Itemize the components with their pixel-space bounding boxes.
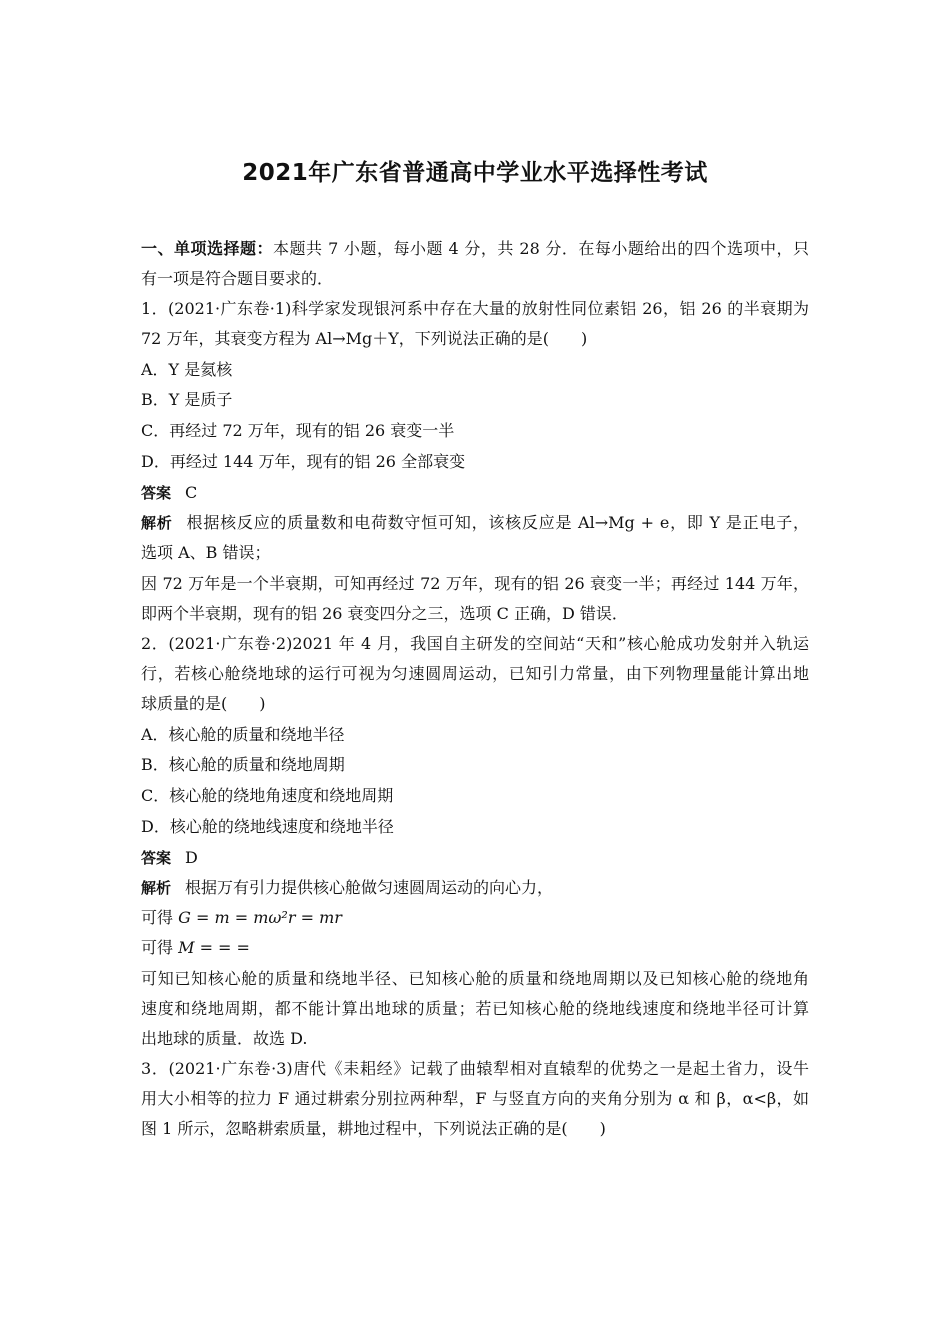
q2-stem-line-1: 2．(2021·广东卷·2)2021 年 4 月，我国自主研发的空间站“天和”核心舱成功发射并入轨运 (141, 634, 809, 653)
q2-analysis-text-1: 根据万有引力提供核心舱做匀速圆周运动的向心力， (185, 878, 554, 897)
q1-answer-label: 答案 (141, 484, 172, 502)
q2-formula-1-expr: G = m = mω²r = mr (178, 908, 342, 927)
section-intro-text: 本题共 7 小题，每小题 4 分，共 28 分．在每小题给出的四个选项中，只 (273, 239, 809, 258)
q1-analysis-line-2: 选项 A、B 错误； (141, 543, 271, 562)
q2-analysis-line-4: 出地球的质量．故选 D. (141, 1029, 308, 1048)
q3-stem-line-3: 图 1 所示，忽略耕索质量，耕地过程中，下列说法正确的是( ) (141, 1119, 606, 1138)
q1-option-b: B．Y 是质子 (141, 390, 233, 409)
q2-formula-2-expr: M = = = (178, 938, 250, 957)
q1-answer (141, 483, 809, 503)
q2-formula-1 (141, 908, 809, 928)
q1-option-a: A．Y 是氦核 (141, 360, 233, 379)
q3-stem-line-2: 用大小相等的拉力 F 通过耕索分别拉两种犁，F 与竖直方向的夹角分别为 α 和 β，α<β，如 (141, 1089, 809, 1108)
q1-option-c: C．再经过 72 万年，现有的铝 26 衰变一半 (141, 421, 455, 440)
q2-formula-2 (141, 938, 809, 958)
q1-stem-line-1: 1．(2021·广东卷·1)科学家发现银河系中存在大量的放射性同位素铝 26，铝 26 的半衰期为 (141, 299, 809, 318)
q1-stem-line-2: 72 万年，其衰变方程为 Al→Mg＋Y，下列说法正确的是( ) (141, 329, 588, 348)
q1-analysis-line-3: 因 72 万年是一个半衰期，可知再经过 72 万年，现有的铝 26 衰变一半；再经过 144 万年， (141, 574, 809, 593)
q1-analysis-line-4: 即两个半衰期，现有的铝 26 衰变四分之三，选项 C 正确，D 错误． (141, 604, 628, 623)
section-heading: 一、单项选择题： (141, 239, 274, 258)
q1-analysis-line-1 (141, 513, 809, 533)
q2-analysis-line-3: 速度和绕地周期，都不能计算出地球的质量；若已知核心舱的绕地线速度和绕地半径可计算 (141, 999, 809, 1018)
q2-formula-1-prefix: 可得 (141, 908, 179, 927)
page-title: 2021年广东省普通高中学业水平选择性考试 (242, 160, 708, 186)
q1-answer-value: C (185, 483, 198, 502)
q1-analysis-label: 解析 (141, 514, 173, 532)
q2-answer-value: D (185, 848, 198, 867)
q2-option-a: A．核心舱的质量和绕地半径 (141, 725, 345, 744)
q2-option-b: B．核心舱的质量和绕地周期 (141, 755, 345, 774)
q2-analysis-line-2: 可知已知核心舱的质量和绕地半径、已知核心舱的质量和绕地周期以及已知核心舱的绕地角 (141, 969, 809, 988)
q2-stem-line-3: 球质量的是( ) (141, 694, 266, 713)
q3-stem-line-1: 3．(2021·广东卷·3)唐代《耒耜经》记载了曲辕犁相对直辕犁的优势之一是起土省力，设牛 (141, 1059, 809, 1078)
q2-analysis-line-1 (141, 878, 809, 898)
q2-answer-label: 答案 (141, 849, 172, 867)
q2-formula-2-prefix: 可得 (141, 938, 179, 957)
q2-answer (141, 848, 809, 868)
q1-option-d: D．再经过 144 万年，现有的铝 26 全部衰变 (141, 452, 466, 471)
q2-option-d: D．核心舱的绕地线速度和绕地半径 (141, 817, 394, 836)
section-intro-line-2: 有一项是符合题目要求的． (141, 269, 334, 288)
q1-analysis-text-1: 根据核反应的质量数和电荷数守恒可知，该核反应是 Al→Mg + e，即 Y 是正电子， (186, 513, 809, 532)
q2-option-c: C．核心舱的绕地角速度和绕地周期 (141, 786, 394, 805)
q2-analysis-label: 解析 (141, 879, 172, 897)
section-intro-line-1 (141, 239, 809, 259)
q2-stem-line-2: 行，若核心舱绕地球的运行可视为匀速圆周运动，已知引力常量，由下列物理量能计算出地 (141, 664, 809, 683)
